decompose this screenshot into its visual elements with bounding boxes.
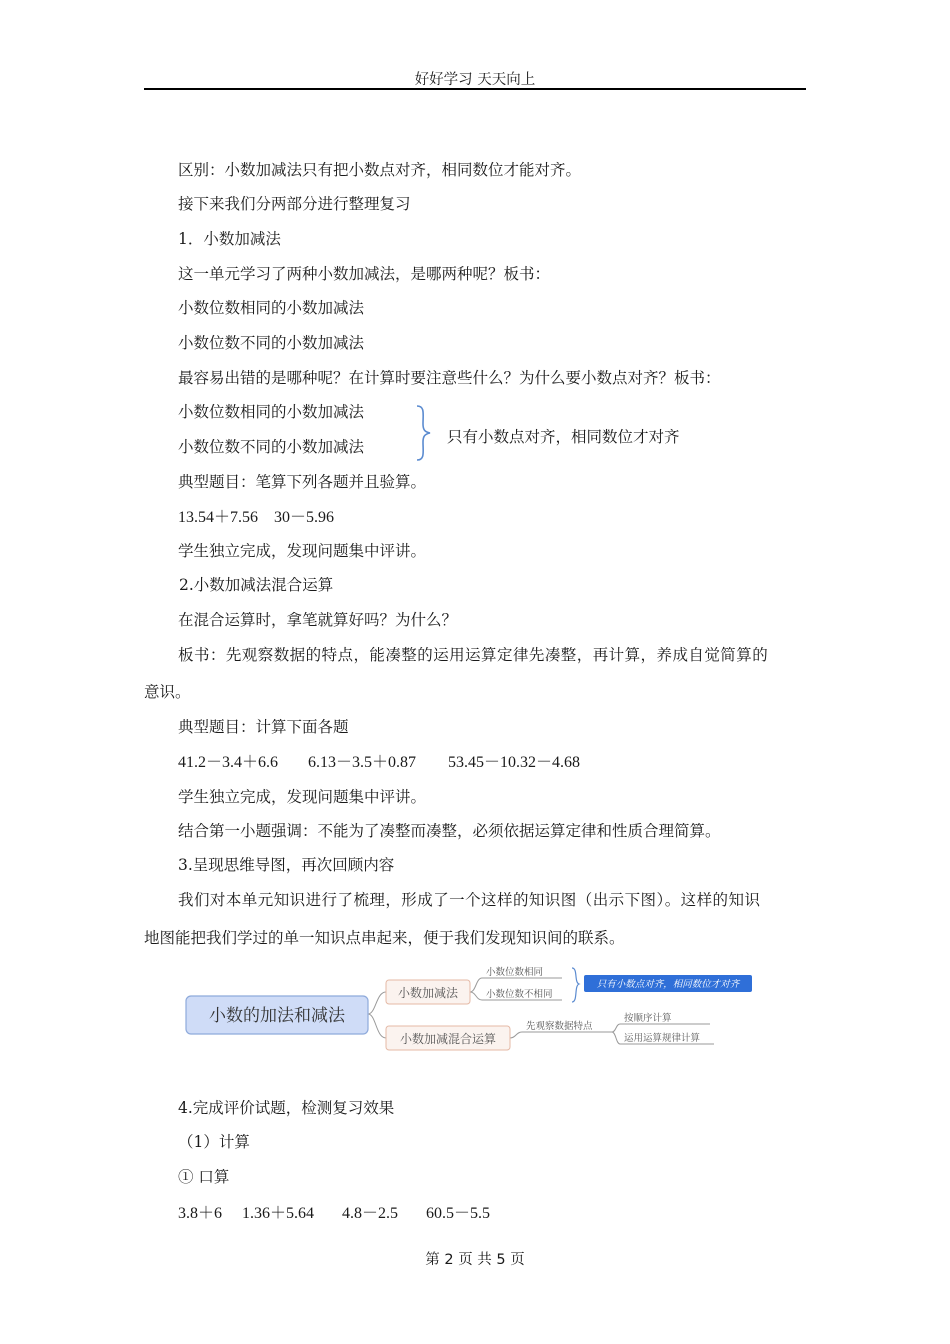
heading-decimal-add-sub: 1．小数加减法: [178, 230, 281, 248]
paragraph-knowledge-map-cont: 地图能把我们学过的单一知识点串起来，便于我们发现知识间的联系。: [144, 929, 625, 947]
mind-map-leaf: 运用运算规律计算: [624, 1033, 701, 1044]
paragraph-knowledge-map: 我们对本单元知识进行了梳理，形成了一个这样的知识图（出示下图）。这样的知识: [178, 891, 761, 909]
paragraph-same-digits: 小数位数相同的小数加减法: [178, 299, 365, 317]
curly-brace-icon: [413, 404, 437, 462]
exercise: 6.13－3.5＋0.87: [308, 754, 417, 771]
exercise: 13.54＋7.56: [178, 509, 259, 526]
mind-map-leaf: 小数位数不相同: [486, 989, 553, 1000]
brace-item-same: 小数位数相同的小数加减法: [178, 403, 365, 421]
paragraph-error-question: 最容易出错的是哪种呢？在计算时要注意些什么？为什么要小数点对齐？板书：: [178, 369, 721, 387]
exercise-row-2: [178, 749, 580, 772]
mind-map-mid: 先观察数据特点: [526, 1021, 593, 1032]
paragraph-emphasis: 结合第一小题强调：不能为了凑整而凑整，必须依据运算定律和性质合理简算。: [178, 822, 721, 840]
heading-evaluation: 4.完成评价试题，检测复习效果: [178, 1099, 395, 1117]
exercise: 3.8＋6: [178, 1205, 223, 1222]
paragraph-two-kinds: 这一单元学习了两种小数加减法，是哪两种呢？板书：: [178, 265, 551, 283]
brace-item-different: 小数位数不同的小数加减法: [178, 438, 365, 456]
paragraph-independent-2: 学生独立完成，发现问题集中评讲。: [178, 788, 427, 806]
paragraph-typical-2: 典型题目：计算下面各题: [178, 718, 349, 736]
page-footer: 第 2 页 共 5 页: [425, 1252, 525, 1268]
exercise-row-1: [178, 504, 334, 527]
paragraph-mixed-question: 在混合运算时，拿笔就算好吗？为什么？: [178, 611, 458, 629]
paragraph-board-note: 板书：先观察数据的特点，能凑整的运用运算定律先凑整，再计算，养成自觉简算的: [178, 646, 769, 664]
mind-map-leaf: 按顺序计算: [624, 1013, 672, 1024]
exercise: 60.5－5.5: [426, 1205, 491, 1222]
exercise: 30－5.96: [274, 509, 335, 526]
heading-calculate: （1）计算: [178, 1133, 250, 1151]
exercise: 1.36＋5.64: [242, 1205, 315, 1222]
paragraph-typical-1: 典型题目：笔算下列各题并且验算。: [178, 473, 427, 491]
brace-note: 只有小数点对齐，相同数位才对齐: [447, 428, 680, 446]
paragraph-difference: 区别：小数加减法只有把小数点对齐，相同数位才能对齐。: [178, 161, 582, 179]
heading-oral-calc: ① 口算: [178, 1168, 230, 1186]
paragraph-different-digits: 小数位数不同的小数加减法: [178, 334, 365, 352]
paragraph-board-note-cont: 意识。: [144, 683, 191, 701]
mind-map-note-label: 只有小数点对齐，相同数位才对齐: [596, 979, 740, 990]
mind-map-branch-1-label: 小数加减法: [397, 986, 459, 1000]
paragraph-independent-1: 学生独立完成，发现问题集中评讲。: [178, 542, 427, 560]
mind-map-root-label: 小数的加法和减法: [209, 1006, 345, 1026]
exercise: 53.45－10.32－4.68: [448, 754, 581, 771]
mind-map-branch-2-label: 小数加减混合运算: [399, 1032, 497, 1046]
heading-mixed-operations: 2.小数加减法混合运算: [179, 576, 334, 594]
exercise: 41.2－3.4＋6.6: [178, 754, 279, 771]
heading-mind-map: 3.呈现思维导图，再次回顾内容: [178, 856, 395, 874]
page-header: 好好学习 天天向上: [414, 72, 536, 88]
paragraph-intro: 接下来我们分两部分进行整理复习: [178, 195, 411, 213]
mind-map-leaf: 小数位数相同: [486, 967, 544, 978]
exercise-row-3: [178, 1200, 490, 1223]
exercise: 4.8－2.5: [342, 1205, 399, 1222]
header-rule: [144, 88, 806, 90]
mind-map: [180, 958, 760, 1058]
